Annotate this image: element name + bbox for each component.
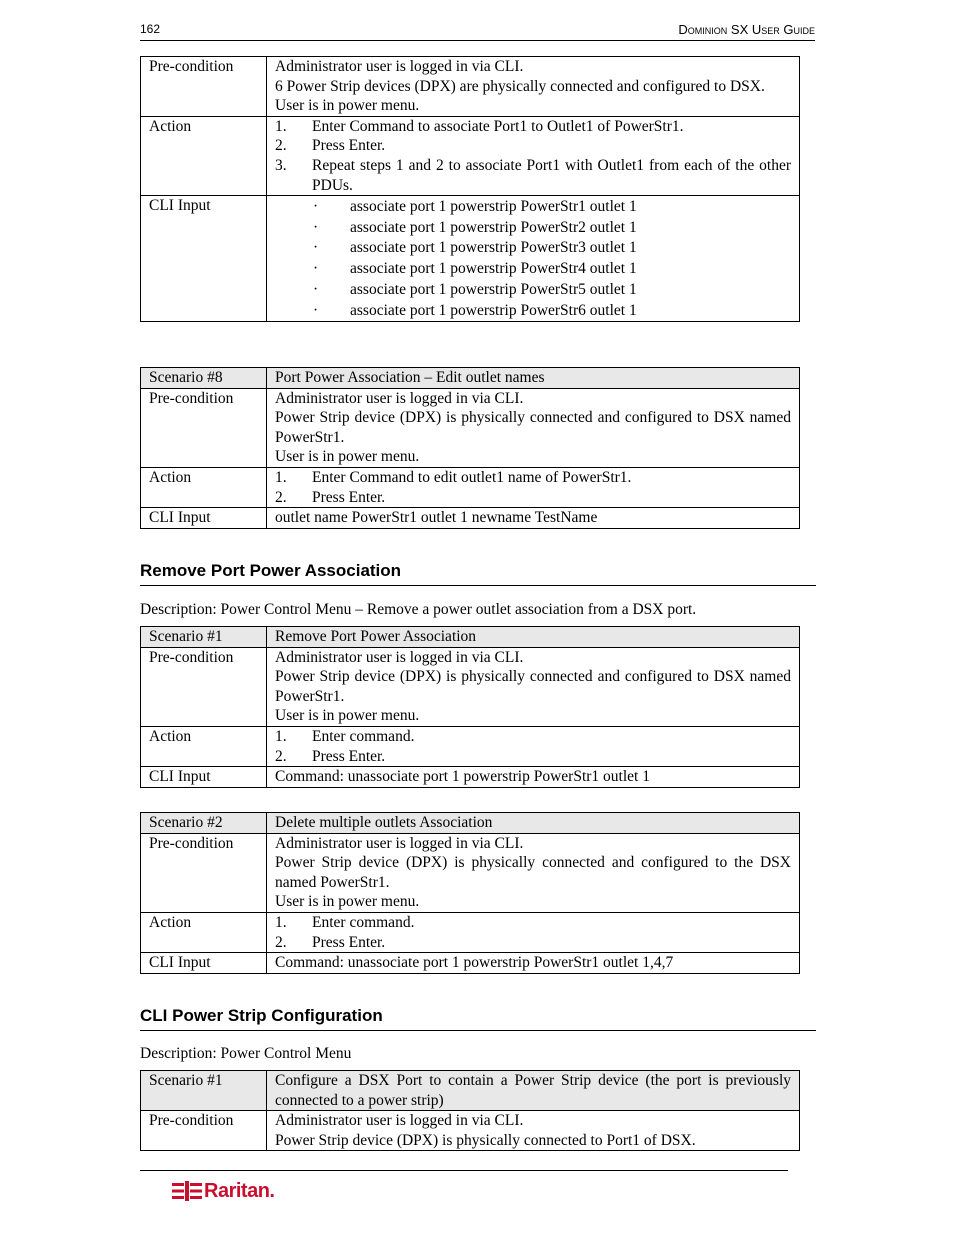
action-cell <box>267 467 800 507</box>
precondition-row <box>141 1111 800 1151</box>
text-line: Power Strip device (DPX) is physically connected and configured to the DSX named PowerStr1. <box>275 854 791 891</box>
text-line: User is in power menu. <box>275 448 420 466</box>
bullet-icon: · <box>313 260 319 278</box>
step-number: 1. <box>275 727 287 745</box>
row-label: Pre-condition <box>141 1111 267 1151</box>
section-heading-remove: Remove Port Power Association <box>140 561 816 586</box>
action-row <box>141 116 800 195</box>
raritan-wordmark: Raritan. <box>204 1179 275 1202</box>
footer-rule <box>140 1170 788 1171</box>
cli-command: outlet name PowerStr1 outlet 1 newname TestName <box>267 508 800 529</box>
remove-scenario-1-table <box>140 626 800 788</box>
cli-command: associate port 1 powerstrip PowerStr2 outlet 1 <box>350 218 637 236</box>
text-line: User is in power menu. <box>275 893 420 911</box>
step-text: Repeat steps 1 and 2 to associate Port1 with Outlet1 from each of the other PDUs. <box>312 156 791 194</box>
cli-command: associate port 1 powerstrip PowerStr6 outlet 1 <box>350 301 637 319</box>
action-row <box>141 467 800 507</box>
action-cell <box>267 912 800 952</box>
step-text: Enter Command to associate Port1 to Outlet1 of PowerStr1. <box>312 117 684 135</box>
row-label: CLI Input <box>141 953 267 974</box>
section-heading-cli-config: CLI Power Strip Configuration <box>140 1006 816 1031</box>
raritan-logo <box>172 1179 274 1203</box>
action-row <box>141 726 800 766</box>
step-item <box>275 747 791 767</box>
step-item <box>275 913 791 933</box>
step-number: 1. <box>275 468 287 486</box>
scenario-header-row <box>141 627 800 648</box>
text-line: User is in power menu. <box>275 707 420 725</box>
precondition-row <box>141 388 800 467</box>
text-line: Administrator user is logged in via CLI. <box>275 389 524 407</box>
step-text: Press Enter. <box>312 137 386 155</box>
step-item <box>275 156 791 195</box>
text-line: Power Strip device (DPX) is physically connected and configured to DSX named PowerStr1. <box>275 409 791 446</box>
step-item <box>275 488 791 508</box>
cli-command: associate port 1 powerstrip PowerStr4 outlet 1 <box>350 260 637 278</box>
bullet-icon: · <box>313 197 319 215</box>
step-text: Press Enter. <box>312 933 386 951</box>
precondition-row <box>141 57 800 117</box>
scenario-label: Scenario #1 <box>141 1071 267 1111</box>
step-item <box>275 136 791 156</box>
cli-scenario-1-table <box>140 1070 800 1151</box>
row-label: Pre-condition <box>141 57 267 117</box>
scenario-header-row <box>141 368 800 389</box>
row-label: CLI Input <box>141 508 267 529</box>
scenario-label: Scenario #2 <box>141 813 267 834</box>
text-line: Power Strip device (DPX) is physically connected and configured to DSX named PowerStr1. <box>275 668 791 705</box>
step-item <box>275 468 791 488</box>
step-number: 2. <box>275 488 287 506</box>
precondition-cell <box>267 1111 800 1151</box>
cli-input-cell <box>267 196 800 322</box>
text-line: Administrator user is logged in via CLI. <box>275 648 524 666</box>
row-label: Action <box>141 726 267 766</box>
step-number: 1. <box>275 117 287 135</box>
step-text: Enter command. <box>312 913 415 931</box>
precondition-cell <box>267 647 800 726</box>
bullet-icon: · <box>313 218 319 236</box>
text-line: Administrator user is logged in via CLI. <box>275 834 524 852</box>
row-label: Pre-condition <box>141 833 267 912</box>
step-number: 3. <box>275 156 287 174</box>
cli-input-row <box>141 767 800 788</box>
cli-command: associate port 1 powerstrip PowerStr5 outlet 1 <box>350 280 637 298</box>
scenario-8-table <box>140 367 800 529</box>
row-label: Action <box>141 116 267 195</box>
cli-command: associate port 1 powerstrip PowerStr3 outlet 1 <box>350 239 637 257</box>
text-line: Administrator user is logged in via CLI. <box>275 58 524 75</box>
scenario-title: Port Power Association – Edit outlet names <box>267 368 800 389</box>
text-line: Power Strip device (DPX) is physically connected to Port1 of DSX. <box>275 1131 696 1149</box>
action-cell <box>267 726 800 766</box>
cli-bullet-item <box>275 300 791 321</box>
step-text: Press Enter. <box>312 747 386 765</box>
cli-input-row <box>141 196 800 322</box>
cli-command: associate port 1 powerstrip PowerStr1 outlet 1 <box>350 197 637 215</box>
cli-bullet-item <box>275 217 791 238</box>
step-item <box>275 727 791 747</box>
row-label: Pre-condition <box>141 647 267 726</box>
text-line: Administrator user is logged in via CLI. <box>275 1112 524 1130</box>
raritan-logo-icon <box>172 1181 202 1201</box>
section-description: Description: Power Control Menu <box>140 1045 352 1062</box>
cli-bullet-item <box>275 259 791 280</box>
scenario-label: Scenario #1 <box>141 627 267 648</box>
text-line: User is in power menu. <box>275 97 420 115</box>
step-text: Enter command. <box>312 727 415 745</box>
scenario-table-continued <box>140 56 800 322</box>
step-number: 2. <box>275 137 287 155</box>
cli-input-row <box>141 953 800 974</box>
row-label: Action <box>141 912 267 952</box>
precondition-cell <box>267 57 800 117</box>
bullet-icon: · <box>313 239 319 257</box>
remove-scenario-2-table <box>140 812 800 974</box>
scenario-header-row <box>141 1071 800 1111</box>
precondition-row <box>141 833 800 912</box>
step-item <box>275 117 791 137</box>
step-item <box>275 933 791 953</box>
precondition-cell <box>267 388 800 467</box>
page-number: 162 <box>140 22 161 36</box>
action-cell <box>267 116 800 195</box>
row-label: Action <box>141 467 267 507</box>
guide-title: Dominion SX User Guide <box>678 22 815 37</box>
bullet-icon: · <box>313 301 319 319</box>
cli-command: Command: unassociate port 1 powerstrip PowerStr1 outlet 1 <box>267 767 800 788</box>
scenario-title: Configure a DSX Port to contain a Power Strip device (the port is previously connected to a power strip) <box>267 1071 800 1111</box>
bullet-icon: · <box>313 280 319 298</box>
step-number: 1. <box>275 913 287 931</box>
scenario-title: Remove Port Power Association <box>267 627 800 648</box>
precondition-cell <box>267 833 800 912</box>
cli-command: Command: unassociate port 1 powerstrip PowerStr1 outlet 1,4,7 <box>267 953 800 974</box>
step-text: Press Enter. <box>312 488 386 506</box>
step-text: Enter Command to edit outlet1 name of PowerStr1. <box>312 468 632 486</box>
action-row <box>141 912 800 952</box>
scenario-label: Scenario #8 <box>141 368 267 389</box>
row-label: Pre-condition <box>141 388 267 467</box>
cli-bullet-item <box>275 279 791 300</box>
scenario-header-row <box>141 813 800 834</box>
step-number: 2. <box>275 933 287 951</box>
section-description: Description: Power Control Menu – Remove a power outlet association from a DSX port. <box>140 601 697 618</box>
row-label: CLI Input <box>141 196 267 322</box>
cli-bullet-item <box>275 238 791 259</box>
precondition-row <box>141 647 800 726</box>
cli-bullet-item <box>275 196 791 217</box>
page-header <box>140 21 815 41</box>
cli-input-row <box>141 508 800 529</box>
scenario-title: Delete multiple outlets Association <box>267 813 800 834</box>
text-line: 6 Power Strip devices (DPX) are physically connected and configured to DSX. <box>275 77 765 95</box>
row-label: CLI Input <box>141 767 267 788</box>
step-number: 2. <box>275 747 287 765</box>
